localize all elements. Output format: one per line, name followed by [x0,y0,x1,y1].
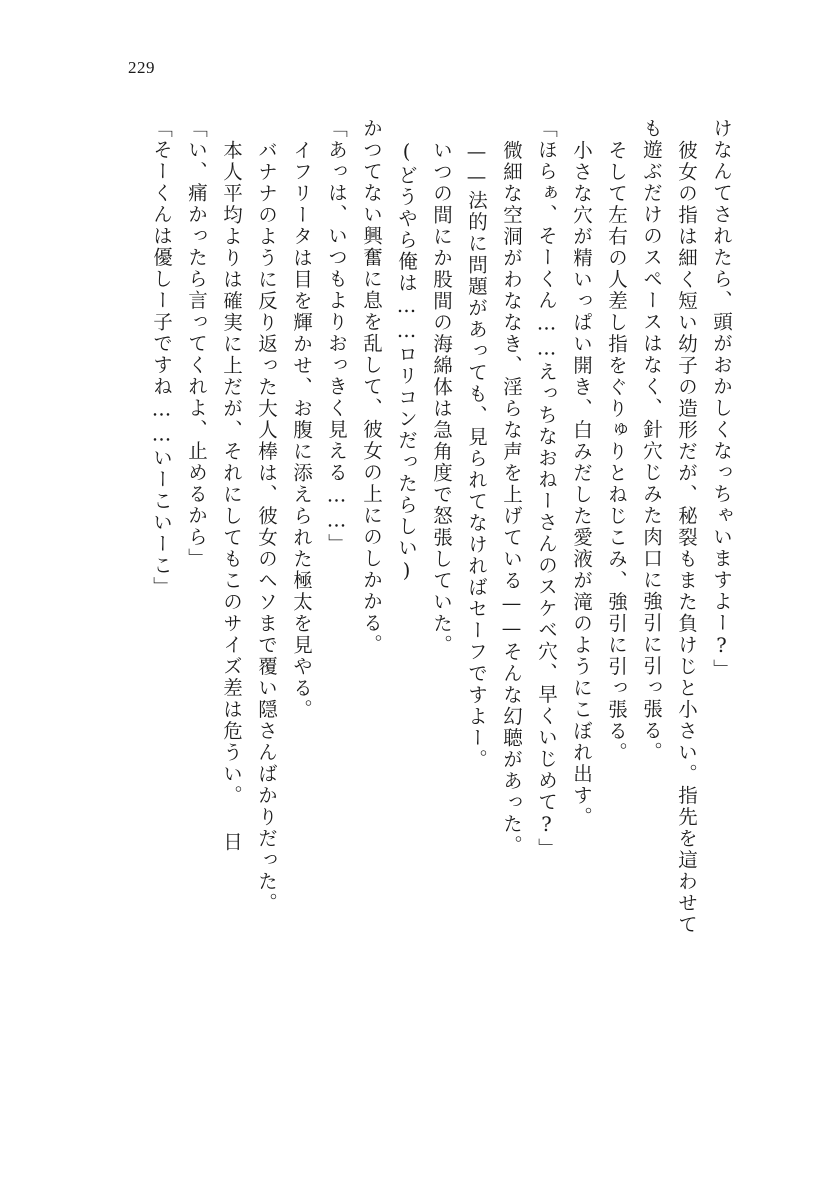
text-line: バナナのように反り返った大人棒は、彼女のヘソまで覆い隠さんばかりだった。 [255,140,278,914]
text-line: かつてない興奮に息を乱して、彼女の上にのしかかる。 [360,118,383,656]
text-line: ——法的に問題があっても、見られてなければセーフですよー。 [465,140,488,771]
text-line: いつの間にか股間の海綿体は急角度で怒張していた。 [430,140,453,656]
text-line: 本人平均よりは確実に上だが、それにしてもこのサイズ差は危うい。 日 [220,140,243,853]
vertical-text-body [119,118,739,1118]
text-line: 小さな穴が精いっぱい開き、白みだした愛液が滝のようにこぼれ出す。 [570,140,593,828]
text-line: けなんてされたら、頭がおかしくなっちゃいますよー?」 [710,118,733,681]
text-line: も遊ぶだけのスペースはなく、針穴じみた肉口に強引に引っ張る。 [640,118,663,763]
text-line: 彼女の指は細く短い幼子の造形だが、秘裂もまた負けじと小さい。指先を這わせて [675,140,698,936]
page-number: 229 [128,58,155,77]
text-line: そして左右の人差し指をぐりゅりとねじこみ、強引に引っ張る。 [605,140,628,764]
text-line: 「そーくんは優しー子ですね……いーこいーこ」 [150,118,173,598]
text-line: 「ほらぁ、そーくん……えっちなおねーさんのスケベ穴、早くいじめて?」 [535,118,558,860]
text-line: 微細な空洞がわななき、淫らな声を上げている——そんな幻聴があった。 [500,140,523,857]
text-line: 「い、痛かったら言ってくれよ、止めるから」 [185,118,208,570]
text-line: (どうやら俺は……ロリコンだったらしい) [395,140,418,584]
text-line: イフリータは目を輝かせ、お腹に添えられた極太を見やる。 [290,140,313,721]
text-line: 「あっは、いつもよりおっきく見える……」 [325,118,348,555]
